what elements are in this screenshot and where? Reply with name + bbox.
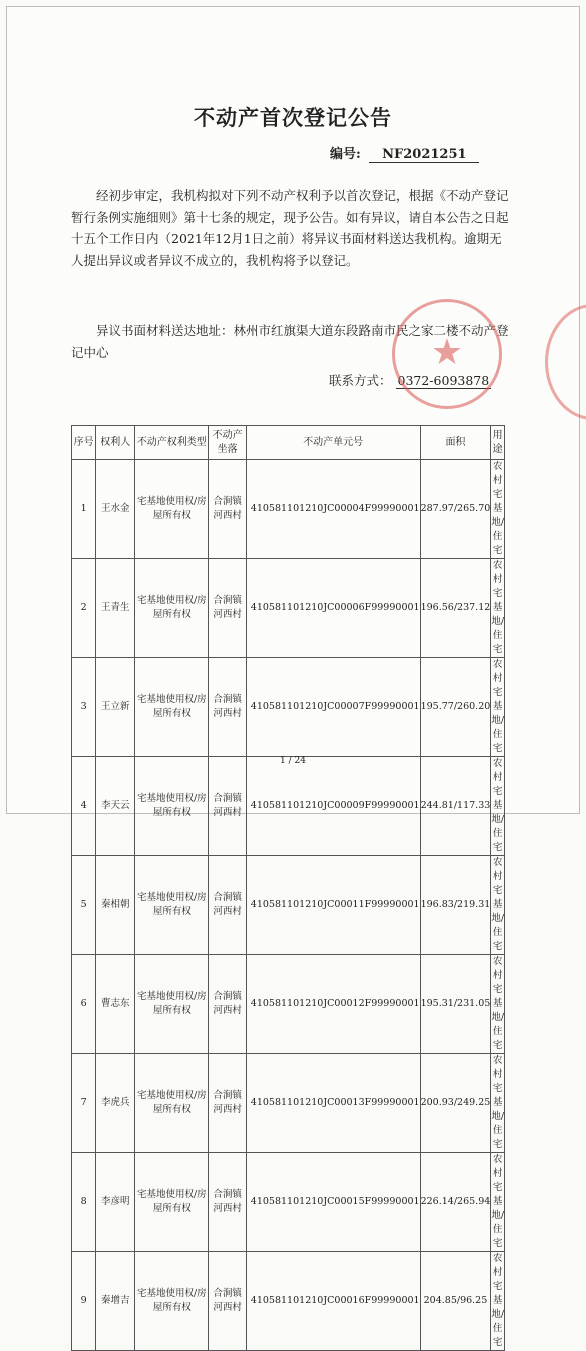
cell-owner: 李虎兵 xyxy=(96,1054,135,1153)
table-header-row xyxy=(72,426,505,460)
cell-area: 204.85/96.25 xyxy=(420,1252,491,1351)
document-number-label: 编号: xyxy=(330,147,361,162)
cell-use: 农村宅基地/住宅 xyxy=(491,757,505,856)
table-row xyxy=(72,1054,505,1153)
document-title: 不动产首次登记公告 xyxy=(194,105,392,130)
cell-type: 宅基地使用权/房屋所有权 xyxy=(135,658,209,757)
table-row xyxy=(72,1252,505,1351)
table-row xyxy=(72,559,505,658)
cell-unit: 410581101210JC00006F99990001 xyxy=(246,559,420,658)
cell-location: 合涧镇河西村 xyxy=(209,460,246,559)
cell-use: 农村宅基地/住宅 xyxy=(491,559,505,658)
document-number-value: NF2021251 xyxy=(369,147,479,163)
table-row xyxy=(72,955,505,1054)
cell-no: 5 xyxy=(72,856,96,955)
cell-owner: 曹志东 xyxy=(96,955,135,1054)
cell-type: 宅基地使用权/房屋所有权 xyxy=(135,955,209,1054)
cell-location: 合涧镇河西村 xyxy=(209,1153,246,1252)
cell-use: 农村宅基地/住宅 xyxy=(491,1054,505,1153)
cell-type: 宅基地使用权/房屋所有权 xyxy=(135,559,209,658)
cell-type: 宅基地使用权/房屋所有权 xyxy=(135,1054,209,1153)
page-indicator: 1 / 24 xyxy=(280,756,306,766)
cell-no: 3 xyxy=(72,658,96,757)
cell-no: 9 xyxy=(72,1252,96,1351)
cell-use: 农村宅基地/住宅 xyxy=(491,856,505,955)
cell-no: 8 xyxy=(72,1153,96,1252)
cell-no: 6 xyxy=(72,955,96,1054)
cell-area: 244.81/117.33 xyxy=(420,757,491,856)
cell-use: 农村宅基地/住宅 xyxy=(491,1252,505,1351)
cell-type: 宅基地使用权/房屋所有权 xyxy=(135,460,209,559)
cell-area: 226.14/265.94 xyxy=(420,1153,491,1252)
cell-unit: 410581101210JC00016F99990001 xyxy=(246,1252,420,1351)
header-type: 不动产权利类型 xyxy=(135,426,209,460)
address-paragraph: 异议书面材料送达地址：林州市红旗渠大道东段路南市民之家二楼不动产登记中心 xyxy=(71,323,509,360)
cell-type: 宅基地使用权/房屋所有权 xyxy=(135,757,209,856)
cell-location: 合涧镇河西村 xyxy=(209,856,246,955)
cell-location: 合涧镇河西村 xyxy=(209,955,246,1054)
cell-area: 195.77/260.20 xyxy=(420,658,491,757)
cell-owner: 秦增吉 xyxy=(96,1252,135,1351)
cell-no: 1 xyxy=(72,460,96,559)
registration-table xyxy=(71,425,505,1351)
header-location: 不动产坐落 xyxy=(209,426,246,460)
cell-area: 287.97/265.70 xyxy=(420,460,491,559)
cell-use: 农村宅基地/住宅 xyxy=(491,658,505,757)
cell-location: 合涧镇河西村 xyxy=(209,757,246,856)
cell-location: 合涧镇河西村 xyxy=(209,559,246,658)
cell-location: 合涧镇河西村 xyxy=(209,658,246,757)
cell-use: 农村宅基地/住宅 xyxy=(491,460,505,559)
cell-use: 农村宅基地/住宅 xyxy=(491,955,505,1054)
official-seal-icon: ★ xyxy=(392,299,502,409)
cell-owner: 王青生 xyxy=(96,559,135,658)
document-page xyxy=(6,6,580,1348)
cell-location: 合涧镇河西村 xyxy=(209,1054,246,1153)
cell-no: 7 xyxy=(72,1054,96,1153)
header-use: 用途 xyxy=(491,426,505,460)
cell-area: 196.83/219.31 xyxy=(420,856,491,955)
cell-use: 农村宅基地/住宅 xyxy=(491,1153,505,1252)
cell-unit: 410581101210JC00007F99990001 xyxy=(246,658,420,757)
table-row xyxy=(72,757,505,856)
notice-paragraph: 经初步审定，我机构拟对下列不动产权利予以首次登记，根据《不动产登记暂行条例实施细则》第十七条的规定，现予公告。如有异议，请自本公告之日起十五个工作日内（2021年12月1日之前）将异议书面材料送达我机构。逾期无人提出异议或者异议不成立的，我机构将予以登记。 xyxy=(71,188,509,268)
cell-type: 宅基地使用权/房屋所有权 xyxy=(135,856,209,955)
cell-area: 195.31/231.05 xyxy=(420,955,491,1054)
document-number xyxy=(330,143,479,163)
cell-owner: 李天云 xyxy=(96,757,135,856)
cell-area: 196.56/237.12 xyxy=(420,559,491,658)
cell-location: 合涧镇河西村 xyxy=(209,1252,246,1351)
cell-unit: 410581101210JC00004F99990001 xyxy=(246,460,420,559)
cell-area: 200.93/249.25 xyxy=(420,1054,491,1153)
cell-owner: 李彦明 xyxy=(96,1153,135,1252)
table-row xyxy=(72,658,505,757)
cell-type: 宅基地使用权/房屋所有权 xyxy=(135,1252,209,1351)
cell-owner: 王立新 xyxy=(96,658,135,757)
cell-owner: 秦相朝 xyxy=(96,856,135,955)
cell-unit: 410581101210JC00015F99990001 xyxy=(246,1153,420,1252)
header-unit: 不动产单元号 xyxy=(246,426,420,460)
cell-unit: 410581101210JC00011F99990001 xyxy=(246,856,420,955)
header-owner: 权利人 xyxy=(96,426,135,460)
partial-seal-icon xyxy=(545,304,586,420)
cell-type: 宅基地使用权/房屋所有权 xyxy=(135,1153,209,1252)
cell-unit: 410581101210JC00012F99990001 xyxy=(246,955,420,1054)
cell-no: 4 xyxy=(72,757,96,856)
table-row xyxy=(72,460,505,559)
contact-label: 联系方式： xyxy=(329,373,392,388)
cell-unit: 410581101210JC00009F99990001 xyxy=(246,757,420,856)
cell-unit: 410581101210JC00013F99990001 xyxy=(246,1054,420,1153)
header-no: 序号 xyxy=(72,426,96,460)
table-row xyxy=(72,856,505,955)
header-area: 面积 xyxy=(420,426,491,460)
contact-phone: 0372-6093878 xyxy=(397,373,490,388)
cell-no: 2 xyxy=(72,559,96,658)
table-row xyxy=(72,1153,505,1252)
cell-owner: 王水金 xyxy=(96,460,135,559)
